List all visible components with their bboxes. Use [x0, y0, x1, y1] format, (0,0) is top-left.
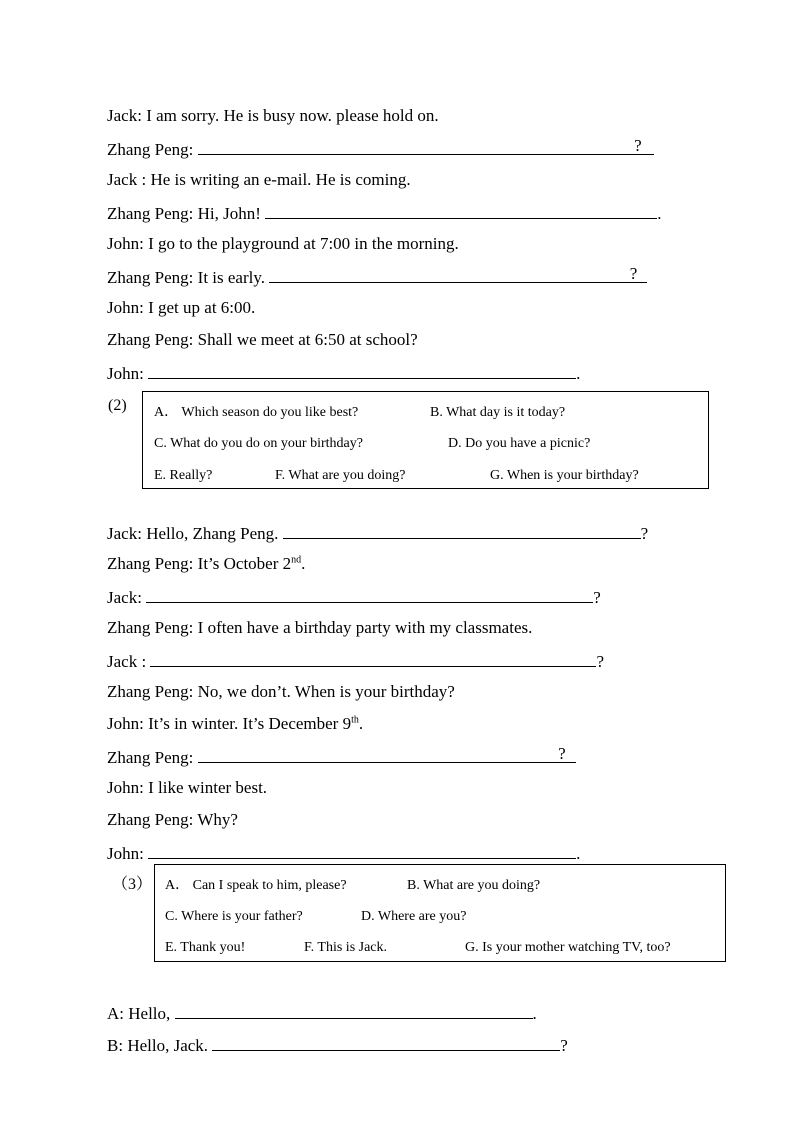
option-a: A． Which season do you like best? [154, 405, 359, 420]
dialogue-line: Zhang Peng: I often have a birthday party with my classmates. [107, 618, 533, 637]
dialogue-line: Zhang Peng: It is early. ? [107, 266, 647, 288]
dialogue-line: Jack: ? [107, 588, 601, 607]
option-c: C. Where is your father? [165, 909, 303, 924]
answer-blank[interactable] [265, 202, 657, 219]
dialogue-line: Jack : He is writing an e-mail. He is coming. [107, 170, 411, 189]
dialogue-line: John: . [107, 364, 581, 383]
option-f: F. This is Jack. [304, 940, 388, 955]
dialogue-line: Zhang Peng: It’s October 2nd. [107, 554, 306, 573]
section-number: （3） [112, 876, 153, 893]
answer-blank[interactable] [150, 650, 596, 667]
dialogue-line: Zhang Peng: Shall we meet at 6:50 at school? [107, 330, 418, 349]
option-g: G. Is your mother watching TV, too? [465, 940, 671, 955]
answer-blank[interactable] [175, 1002, 533, 1019]
dialogue-line: John: It’s in winter. It’s December 9th. [107, 714, 364, 733]
dialogue-line: B: Hello, Jack. ? [107, 1036, 568, 1055]
dialogue-line: John: I go to the playground at 7:00 in the morning. [107, 234, 459, 253]
dialogue-line: Zhang Peng: ? [107, 746, 576, 768]
dialogue-line: Zhang Peng: Hi, John! . [107, 204, 662, 223]
dialogue-line: Jack: I am sorry. He is busy now. please hold on. [107, 106, 439, 125]
dialogue-line: John: I get up at 6:00. [107, 298, 256, 317]
dialogue-line: Jack: Hello, Zhang Peng. ? [107, 524, 649, 543]
dialogue-line: Jack : ? [107, 652, 604, 671]
option-d: D. Do you have a picnic? [448, 436, 591, 451]
dialogue-line: A: Hello, . [107, 1004, 537, 1023]
section-number: (2) [108, 397, 127, 414]
dialogue-line: Zhang Peng: Why? [107, 810, 238, 829]
option-b: B. What day is it today? [430, 405, 566, 420]
answer-blank[interactable]: ? [198, 138, 654, 155]
option-c: C. What do you do on your birthday? [154, 436, 363, 451]
answer-blank[interactable] [283, 522, 641, 539]
dialogue-line: Zhang Peng: ? [107, 138, 654, 160]
dialogue-line: John: . [107, 844, 581, 863]
answer-blank[interactable] [148, 362, 576, 379]
answer-blank[interactable]: ? [198, 746, 576, 763]
option-d: D. Where are you? [361, 909, 467, 924]
option-g: G. When is your birthday? [490, 468, 639, 483]
answer-blank[interactable]: ? [269, 266, 647, 283]
option-b: B. What are you doing? [407, 878, 541, 893]
answer-blank[interactable] [148, 842, 576, 859]
answer-blank[interactable] [212, 1034, 560, 1051]
options-box [142, 391, 709, 489]
dialogue-line: John: I like winter best. [107, 778, 268, 797]
option-e: E. Thank you! [165, 940, 246, 955]
option-e: E. Really? [154, 468, 213, 483]
option-f: F. What are you doing? [275, 468, 406, 483]
options-box [154, 864, 726, 962]
answer-blank[interactable] [146, 586, 593, 603]
dialogue-line: Zhang Peng: No, we don’t. When is your birthday? [107, 682, 455, 701]
option-a: A． Can I speak to him, please? [165, 878, 347, 893]
